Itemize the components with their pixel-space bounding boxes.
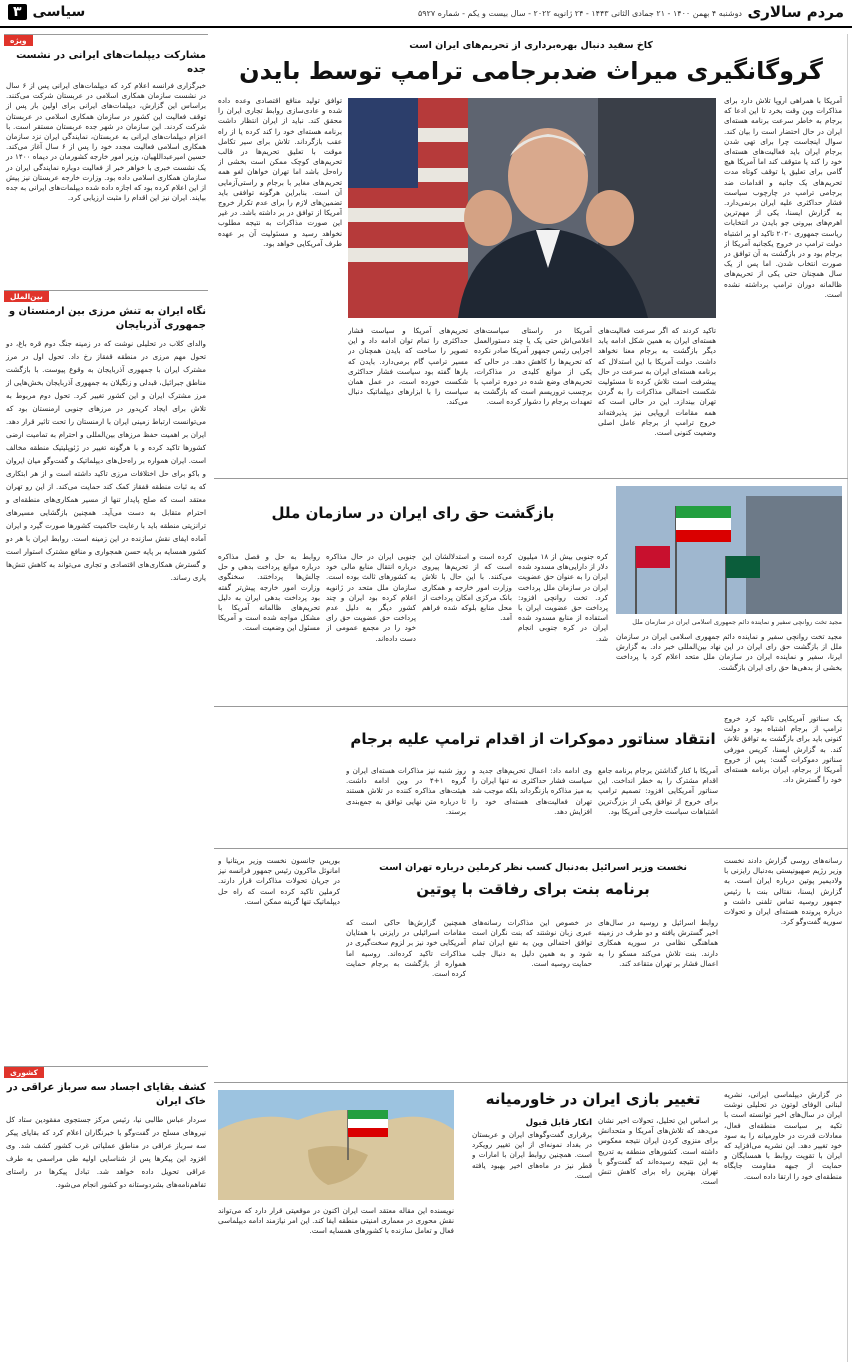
- story-column: روابط به حل و فصل مذاکره درباره موانع پرداخت بدهی و حل چالش‌ها پرداختند. سخنگوی وزارت امور خارجه پیش‌تر گفته بود پرداخت بدهی ایران به دلیل تحریم‌های ظالمانه آمریکا با مشکل مواجه شده است و آمریکا مسئول این وضعیت است.: [218, 552, 320, 633]
- story-column: آمریکا با همراهی اروپا تلاش دارد برای مذاکرات وین وقت بخرد تا این ادعا که برجام به خاطر سرعت برنامه هسته‌ای ایران در حال احتضار است را بیان کند. سوال اینجاست چرا برای تهی شدن برجام ایران باید فعالیت‌های هسته‌ای خود را کند یا متوقف کند اما آمریکا هیچ گامی برای تعلیق یا توقف کوتاه مدت تحریم‌های یک جانبه و اقدامات ضد برجامی ترامپ در چارچوب سیاست فشار حداکثری علیه ایران برنمی‌دارد. به گزارش ایسنا، یکی از مهم‌ترین اهرم‌های بیرونی جو بایدن در انتخابات ریاست جمهوری ۲۰۲۰ تاکید او بر اشتباه دولت ترامپ در خروج یکجانبه آمریکا از برجام بود و در بازگشت به آن توافق در صورت انتخاب شدن. اما پس از یک سال همچنان حتی یکی از تحریم‌های ظالمانه دوران ترامپ برداشته نشده است.: [724, 96, 842, 299]
- sidebar-item-jeddah: [4, 34, 208, 284]
- story-kicker: نخست وزیر اسرائیل به‌دنبال کسب نظر کرملین درباره تهران است: [379, 862, 687, 873]
- masthead: [0, 0, 852, 28]
- story-column: نویسنده این مقاله معتقد است ایران اکنون در موقعیتی قرار دارد که می‌تواند نقش محوری در معماری امنیتی منطقه ایفا کند. این امر نیازمند ادامه دیپلماسی فعال و تعامل سازنده با کشورهای همسایه است.: [218, 1206, 454, 1236]
- story-headline: انتقاد سناتور دموکرات از اقدام ترامپ علیه برجام: [350, 730, 716, 748]
- story-column: توافق تولید منافع اقتصادی وعده داده شده و عادی‌سازی روابط تجاری ایران را محقق کند. نباید از ایران انتظار داشت برنامه هسته‌ای خود را کند کرده یا از راه عقب بازگرداند. تلاش برای سیر تکامل موقت با تعلیق تحریم‌ها در قالب تحریم‌های کوچک ممکن است بخشی از راه‌حل باشد اما تهران خواهان لغو همه تحریم‌های مغایر با برجام و راستی‌آزمایی آن است. بنابراین هرگونه توافقی باید تضمین‌های لازم را برای عدم تکرار خروج آمریکا از توافق در بر داشته باشد. در غیر این صورت مذاکرات به نتیجه مطلوب نخواهد رسید و مسئولیت آن بر عهده طرف آمریکایی خواهد بود.: [218, 96, 342, 248]
- sidebar-item-iraqi-soldiers: [4, 1066, 208, 1356]
- story-column: مجید تخت روانچی سفیر و نماینده دائم جمهوری اسلامی ایران در سازمان ملل از بازگشت حق رای ایران در این نهاد بین‌المللی خبر داد. به گزارش ایرنا، سفیر و نماینده ایران در سازمان ملل متحد اعلام کرد با پرداخت بخشی از بدهی‌ها حق رای ایران بازگشت.: [616, 632, 842, 672]
- un-flags-illustration: [616, 486, 842, 614]
- sidebar-item-caucasus: [4, 290, 208, 1060]
- sidebar-title: کشف بقایای اجساد سه سرباز عراقی در خاک ایران: [6, 1082, 206, 1107]
- story-senator: [214, 710, 848, 846]
- middle-east-map-illustration: [218, 1090, 454, 1200]
- story-column: در گزارش دیپلماسی ایرانی، نشریه لبنانی الوفای لوتون در تحلیلی نوشت ایران در سال‌های اخیر توانسته است با تکیه بر سیاست منطقه‌ای فعال، معادلات قدرت در خاورمیانه را به سود خود تغییر دهد. این نشریه می‌افزاید که ایران با تقویت روابط با همسایگان و حمایت از جبهه مقاومت جایگاه منطقه‌ای خود را ارتقا داده است.: [724, 1090, 842, 1181]
- story-lead: [214, 34, 848, 474]
- page-number: ۳: [8, 4, 27, 20]
- sidebar-tag: کشوری: [4, 1067, 44, 1078]
- sidebar: [4, 34, 208, 1362]
- sidebar-tag: بین‌الملل: [4, 291, 49, 302]
- story-headline: بازگشت حق رای ایران در سازمان ملل: [271, 504, 555, 522]
- story-column: بوریس جانسون نخست وزیر بریتانیا و امانوئل ماکرون رئیس جمهور فرانسه نیز در جریان تحولات مذاکرات قرار دارند. کرملین تاکید کرده است که راه حل دیپلماتیک تنها گزینه ممکن است.: [218, 856, 340, 906]
- newspaper-logo: مردم سالاری: [747, 3, 844, 21]
- story-bennett-putin: [214, 852, 848, 1080]
- section-name: سیاسی: [32, 4, 86, 20]
- story-headline: گروگانگیری میراث ضدبرجامی ترامپ توسط بایدن: [239, 57, 823, 85]
- story-column: وی ادامه داد: اعمال تحریم‌های جدید و سیاست فشار حداکثری نه تنها ایران را به میز مذاکره بازنگرداند بلکه موجب شد تهران فعالیت‌های هسته‌ای خود را افزایش دهد.: [472, 766, 592, 816]
- photo-caption: مجید تخت روانچی سفیر و نماینده دائم جمهوری اسلامی ایران در سازمان ملل: [632, 618, 842, 626]
- story-column: آمریکا با کنار گذاشتن برجام برنامه جامع اقدام مشترک را به خطر انداخت. این سناتور آمریکایی افزود: تصمیم ترامپ برای خروج از توافق یکی از بزرگ‌ترین اشتباهات سیاست خارجی آمریکا بود.: [598, 766, 718, 816]
- story-kicker: کاخ سفید دنبال بهره‌برداری از تحریم‌های ایران است: [409, 40, 653, 51]
- photo-map: [218, 1090, 454, 1200]
- story-column: جنوبی ایران در حال مذاکره درباره انتقال منابع مالی خود به کشورهای ثالث بوده است. سازمان ملل متحد در ژانویه اعلام کرده بود ایران و چند کشور دیگر به دلیل عدم پرداخت حق عضویت حق رای خود را در مجمع عمومی از دست داده‌اند.: [326, 552, 416, 643]
- story-column: روز شنبه نیز مذاکرات هسته‌ای ایران و گروه ۱+۴ در وین ادامه داشت. هیئت‌های مذاکره کننده در تلاش هستند تا درباره متن نهایی توافق به جمع‌بندی برسند.: [346, 766, 466, 816]
- story-column: یک سناتور آمریکایی تاکید کرد خروج ترامپ از برجام اشتباه بود و دولت کنونی باید برای بازگشت به توافق تلاش کند. به گزارش ایسنا، کریس مورفی سناتور دموکرات گفت: پس از خروج آمریکا از برجام، ایران برنامه هسته‌ای خود را گسترش داد.: [724, 714, 842, 785]
- story-column: کرده است و استدلالشان این است که از تحریم‌ها پیروی می‌کنند. با این حال با تلاش وزارت امور خارجه و همکاری بانک مرکزی امکان پرداخت از محل منابع بلوکه شده فراهم آمد.: [422, 552, 512, 623]
- story-column-with-subhead: [472, 1116, 592, 1360]
- story-column: بر اساس این تحلیل، تحولات اخیر نشان می‌دهد که تلاش‌های آمریکا و متحدانش برای منزوی کردن ایران نتیجه معکوس داشته است. کشورهای منطقه به تدریج به این نتیجه رسیده‌اند که گفت‌وگو با تهران بهترین راه برای کاهش تنش است.: [598, 1116, 718, 1187]
- dateline: دوشنبه ۴ بهمن ۱۴۰۰ - ۲۱ جمادی الثانی ۱۴۴۳ - ۲۴ ژانویه ۲۰۲۲ - سال بیست و یکم - شماره ۵۹۲۷: [418, 9, 742, 18]
- story-column: همچنین گزارش‌ها حاکی است که مقامات اسرائیلی در رایزنی با همتایان آمریکایی خود نیز بر لزوم سخت‌گیری در مذاکرات تاکید کرده‌اند. روسیه اما همواره از بازگشت به برجام حمایت کرده است.: [346, 918, 466, 979]
- sidebar-text: والدای کلاب در تحلیلی نوشت که در زمینه جنگ دوم قره باغ، دو تحول مهم مرزی در منطقه قفقاز رخ داد. تحول اول در مرز مشترک ایران با جمهوری آذربایجان به وقوع پیوست. با بازگشت مناطق جبرائیل، قبدلی و زنگیلان به جمهوری آذربایجان بخش‌هایی از مرز مشترک ایران و این کشور تغییر کرد. تحول دوم مربوط به تلاش برای ایجاد کریدور در مرزهای جنوبی ارمنستان بود که می‌توانست ارتباط زمینی ایران با ارمنستان را تحت تاثیر قرار دهد. ایران بر اهمیت حفظ مرزهای بین‌المللی و احترام به تمامیت ارضی کشورها تاکید کرده و با هرگونه تغییر در ژئوپلیتیک منطقه مخالف است. ایران همواره بر راه‌حل‌های دیپلماتیک و گفت‌وگو میان ایروان و باکو برای حل اختلافات مرزی تاکید داشته است و از هر ابتکاری که به ثبات منطقه قفقاز کمک کند حمایت می‌کند. از این رو تهران معتقد است که صلح پایدار تنها از مسیر همکاری‌های منطقه‌ای و احترام متقابل به دست می‌آید. همچنین بازگشایی مسیرهای ترانزیتی منطقه باید با رعایت حاکمیت کشورها صورت گیرد و ایران آماده ایفای نقش سازنده در این زمینه است. روابط ایران با هر دو کشور همسایه بر پایه حسن همجواری و منافع مشترک استوار است و گسترش همکاری‌های اقتصادی و تجاری می‌تواند به کاهش تنش‌ها یاری رساند.: [6, 339, 206, 582]
- story-headline: برنامه بنت برای رفاقت با پوتین: [416, 880, 650, 898]
- biden-photo-illustration: [348, 98, 716, 318]
- sidebar-text: سردار عباس طالبی نیا، رئیس مرکز جستجوی مفقودین ستاد کل نیروهای مسلح در گفت‌وگو با خبرنگاران اعلام کرد که بقایای پیکر سه سرباز عراقی در مناطق عملیاتی غرب کشور کشف شد. وی افزود این پیکرها پس از شناسایی اولیه طی مراسمی به طرف عراقی تحویل داده خواهد شد. تبادل پیکرها در راستای تفاهم‌نامه‌های بشردوستانه دو کشور انجام می‌شود.: [6, 1115, 206, 1189]
- story-column: رسانه‌های روسی گزارش دادند نخست وزیر رژیم صهیونیستی به‌دنبال رایزنی با ولادیمیر پوتین درباره ایران است. به گزارش ایسنا، نفتالی بنت با رئیس جمهور روسیه تماس تلفنی داشت و درباره پرونده هسته‌ای ایران و تحولات سوریه گفت‌وگو کرد.: [724, 856, 842, 927]
- story-column: تحریم‌های آمریکا و سیاست فشار حداکثری را تمام توان ادامه داد و این تصویر را ساخت که بایدن همچنان در مسیر ترامپ گام برمی‌دارد. بایدن که بارها گفته بود سیاست فشار حداکثری شکست خورده است، در عمل همان سیاست را با ابزارهای دیپلماتیک دنبال می‌کند.: [348, 326, 468, 407]
- divider: [214, 478, 848, 479]
- story-column: در خصوص این مذاکرات رسانه‌های عبری زبان نوشتند که بنت نگران است توافق احتمالی وین به نفع ایران تمام شود و به همین دلیل به دنبال جلب حمایت روسیه است.: [472, 918, 592, 968]
- sidebar-text: خبرگزاری فرانسه اعلام کرد که دیپلمات‌های ایرانی پس از ۶ سال در نشست سازمان همکاری اسلامی در عربستان شرکت می‌کنند. براساس این گزارش، دیپلمات‌های ایرانی برای اولین بار پس از توقف فعالیت این کشور در سازمان همکاری اسلامی در عربستان شرکت کردند. این سازمان در شهر جده عربستان مستقر است. با اعزام دیپلمات‌های ایرانی به عربستان، نمایندگی ایران نزد سازمان همکاری اسلامی فعالیت مجدد خود را پس از ۶ سال آغاز می‌کند. حسین امیرعبداللهیان، وزیر امور خارجه کشورمان در دیماه ۱۴۰۰ در یک نشست خبری با خواهر خبر از فعالیت دوباره نمایندگی ایران در سازمان همکاری اسلامی داده بود. وزارت خارجه عربستان نیز پیش از این اعلام کرده بود که اجازه داده شده دیپلمات‌های ایرانی به جده بیایند. ایران نیز این اقدام را مثبت ارزیابی کرد.: [6, 81, 206, 203]
- story-column: کره جنوبی بیش از ۱۸ میلیون دلار از دارایی‌های مسدود شده ایران را به عنوان حق عضویت ایران در سازمان ملل پرداخت کرد. تخت روانچی افزود: پرداخت حق عضویت ایران با استفاده از منابع مسدود شده ایران در کره جنوبی انجام شد.: [518, 552, 608, 643]
- story-un-vote: [214, 482, 848, 704]
- story-headline: تغییر بازی ایران در خاورمیانه: [485, 1090, 701, 1108]
- sidebar-title: مشارکت دیپلمات‌های ایرانی در نشست جده: [16, 50, 206, 75]
- photo-biden: [348, 98, 716, 318]
- story-column: تاکید کردند که اگر سرعت فعالیت‌های هسته‌ای ایران به همین شکل ادامه یابد دیگر بازگشت به برجام معنا نخواهد داشت. دولت آمریکا با این استدلال که برنامه هسته‌ای ایران به سرعت در حال پیشرفت است تلاش کرده تا مسئولیت شکست احتمالی مذاکرات را به گردن تهران بیندازد. این در حالی است که همه مقامات اروپایی نیز پذیرفته‌اند خروج ترامپ از برجام عامل اصلی وضعیت کنونی است.: [598, 326, 716, 438]
- section-label: [8, 4, 85, 20]
- story-column: آمریکا در راستای سیاست‌های اعلامی‌اش حتی یک یا چند دستورالعمل اجرایی رئیس جمهور آمریکا صادر نکرده که تحریم‌ها را کاهش دهد. در حالی که یکی از موانع کلیدی در مذاکرات، تحریم‌های وضع شده در دوره ترامپ با برچسب تروریسم است که بازگشت به تعهدات برجام را دشوار کرده است.: [474, 326, 592, 407]
- inline-subhead: اتکار قابل قبول: [525, 1118, 592, 1128]
- sidebar-tag: ویژه: [4, 35, 33, 46]
- story-column: برقراری گفت‌وگوهای ایران و عربستان در بغداد نمونه‌ای از این تغییر رویکرد است. همچنین روابط ایران با امارات و قطر نیز در ماه‌های اخیر بهبود یافته است.: [472, 1130, 592, 1180]
- divider: [214, 706, 848, 707]
- story-middle-east: [214, 1086, 848, 1362]
- main-content: [214, 34, 848, 1362]
- divider: [214, 1082, 848, 1083]
- divider: [214, 848, 848, 849]
- sidebar-title: نگاه ایران به تنش مرزی بین ارمنستان و جمهوری آذربایجان: [8, 306, 206, 331]
- story-column: روابط اسرائیل و روسیه در سال‌های اخیر گسترش یافته و دو طرف در زمینه هماهنگی نظامی در سوریه همکاری دارند. بنت تلاش می‌کند مسکو را به اعمال فشار بر تهران متقاعد کند.: [598, 918, 718, 968]
- photo-un-flags: [616, 486, 842, 614]
